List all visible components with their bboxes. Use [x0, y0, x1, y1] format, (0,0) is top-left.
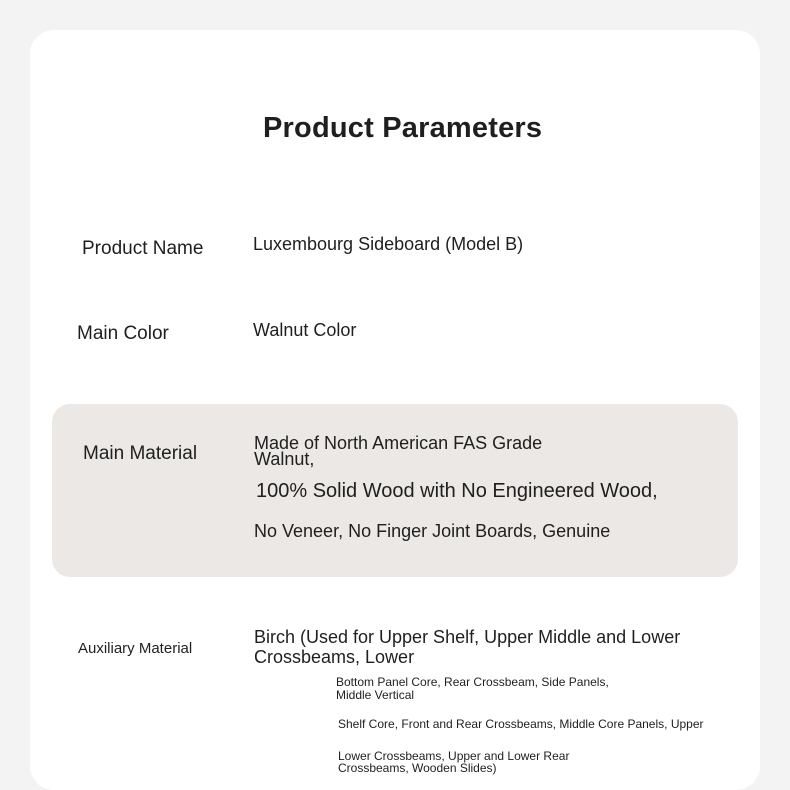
main-material-line-3: 100% Solid Wood with No Engineered Wood,	[256, 480, 658, 502]
main-material-line-1: Made of North American FAS Grade	[254, 433, 543, 453]
auxiliary-material-label: Auxiliary Material	[78, 640, 193, 657]
page-title: Product Parameters	[263, 112, 543, 144]
auxiliary-detail-2: Shelf Core, Front and Rear Crossbeams, Middle Core Panels, Upper	[338, 717, 704, 731]
main-color-value: Walnut Color	[253, 320, 357, 340]
auxiliary-detail-1b: Middle Vertical	[336, 688, 415, 702]
auxiliary-detail-1a: Bottom Panel Core, Rear Crossbeam, Side Panels,	[336, 675, 609, 689]
main-color-label: Main Color	[77, 323, 169, 344]
auxiliary-material-line-2: Crossbeams, Lower	[254, 647, 415, 667]
main-material-line-4: No Veneer, No Finger Joint Boards, Genuine	[254, 521, 611, 541]
auxiliary-detail-3b: Crossbeams, Wooden Slides)	[338, 761, 497, 775]
product-name-label: Product Name	[82, 238, 204, 259]
main-material-label: Main Material	[83, 443, 198, 464]
product-name-value: Luxembourg Sideboard (Model B)	[253, 234, 524, 254]
main-material-line-2: Walnut,	[254, 449, 315, 469]
auxiliary-material-line-1: Birch (Used for Upper Shelf, Upper Middle and Lower	[254, 627, 681, 647]
auxiliary-detail-3a: Lower Crossbeams, Upper and Lower Rear	[338, 749, 570, 763]
